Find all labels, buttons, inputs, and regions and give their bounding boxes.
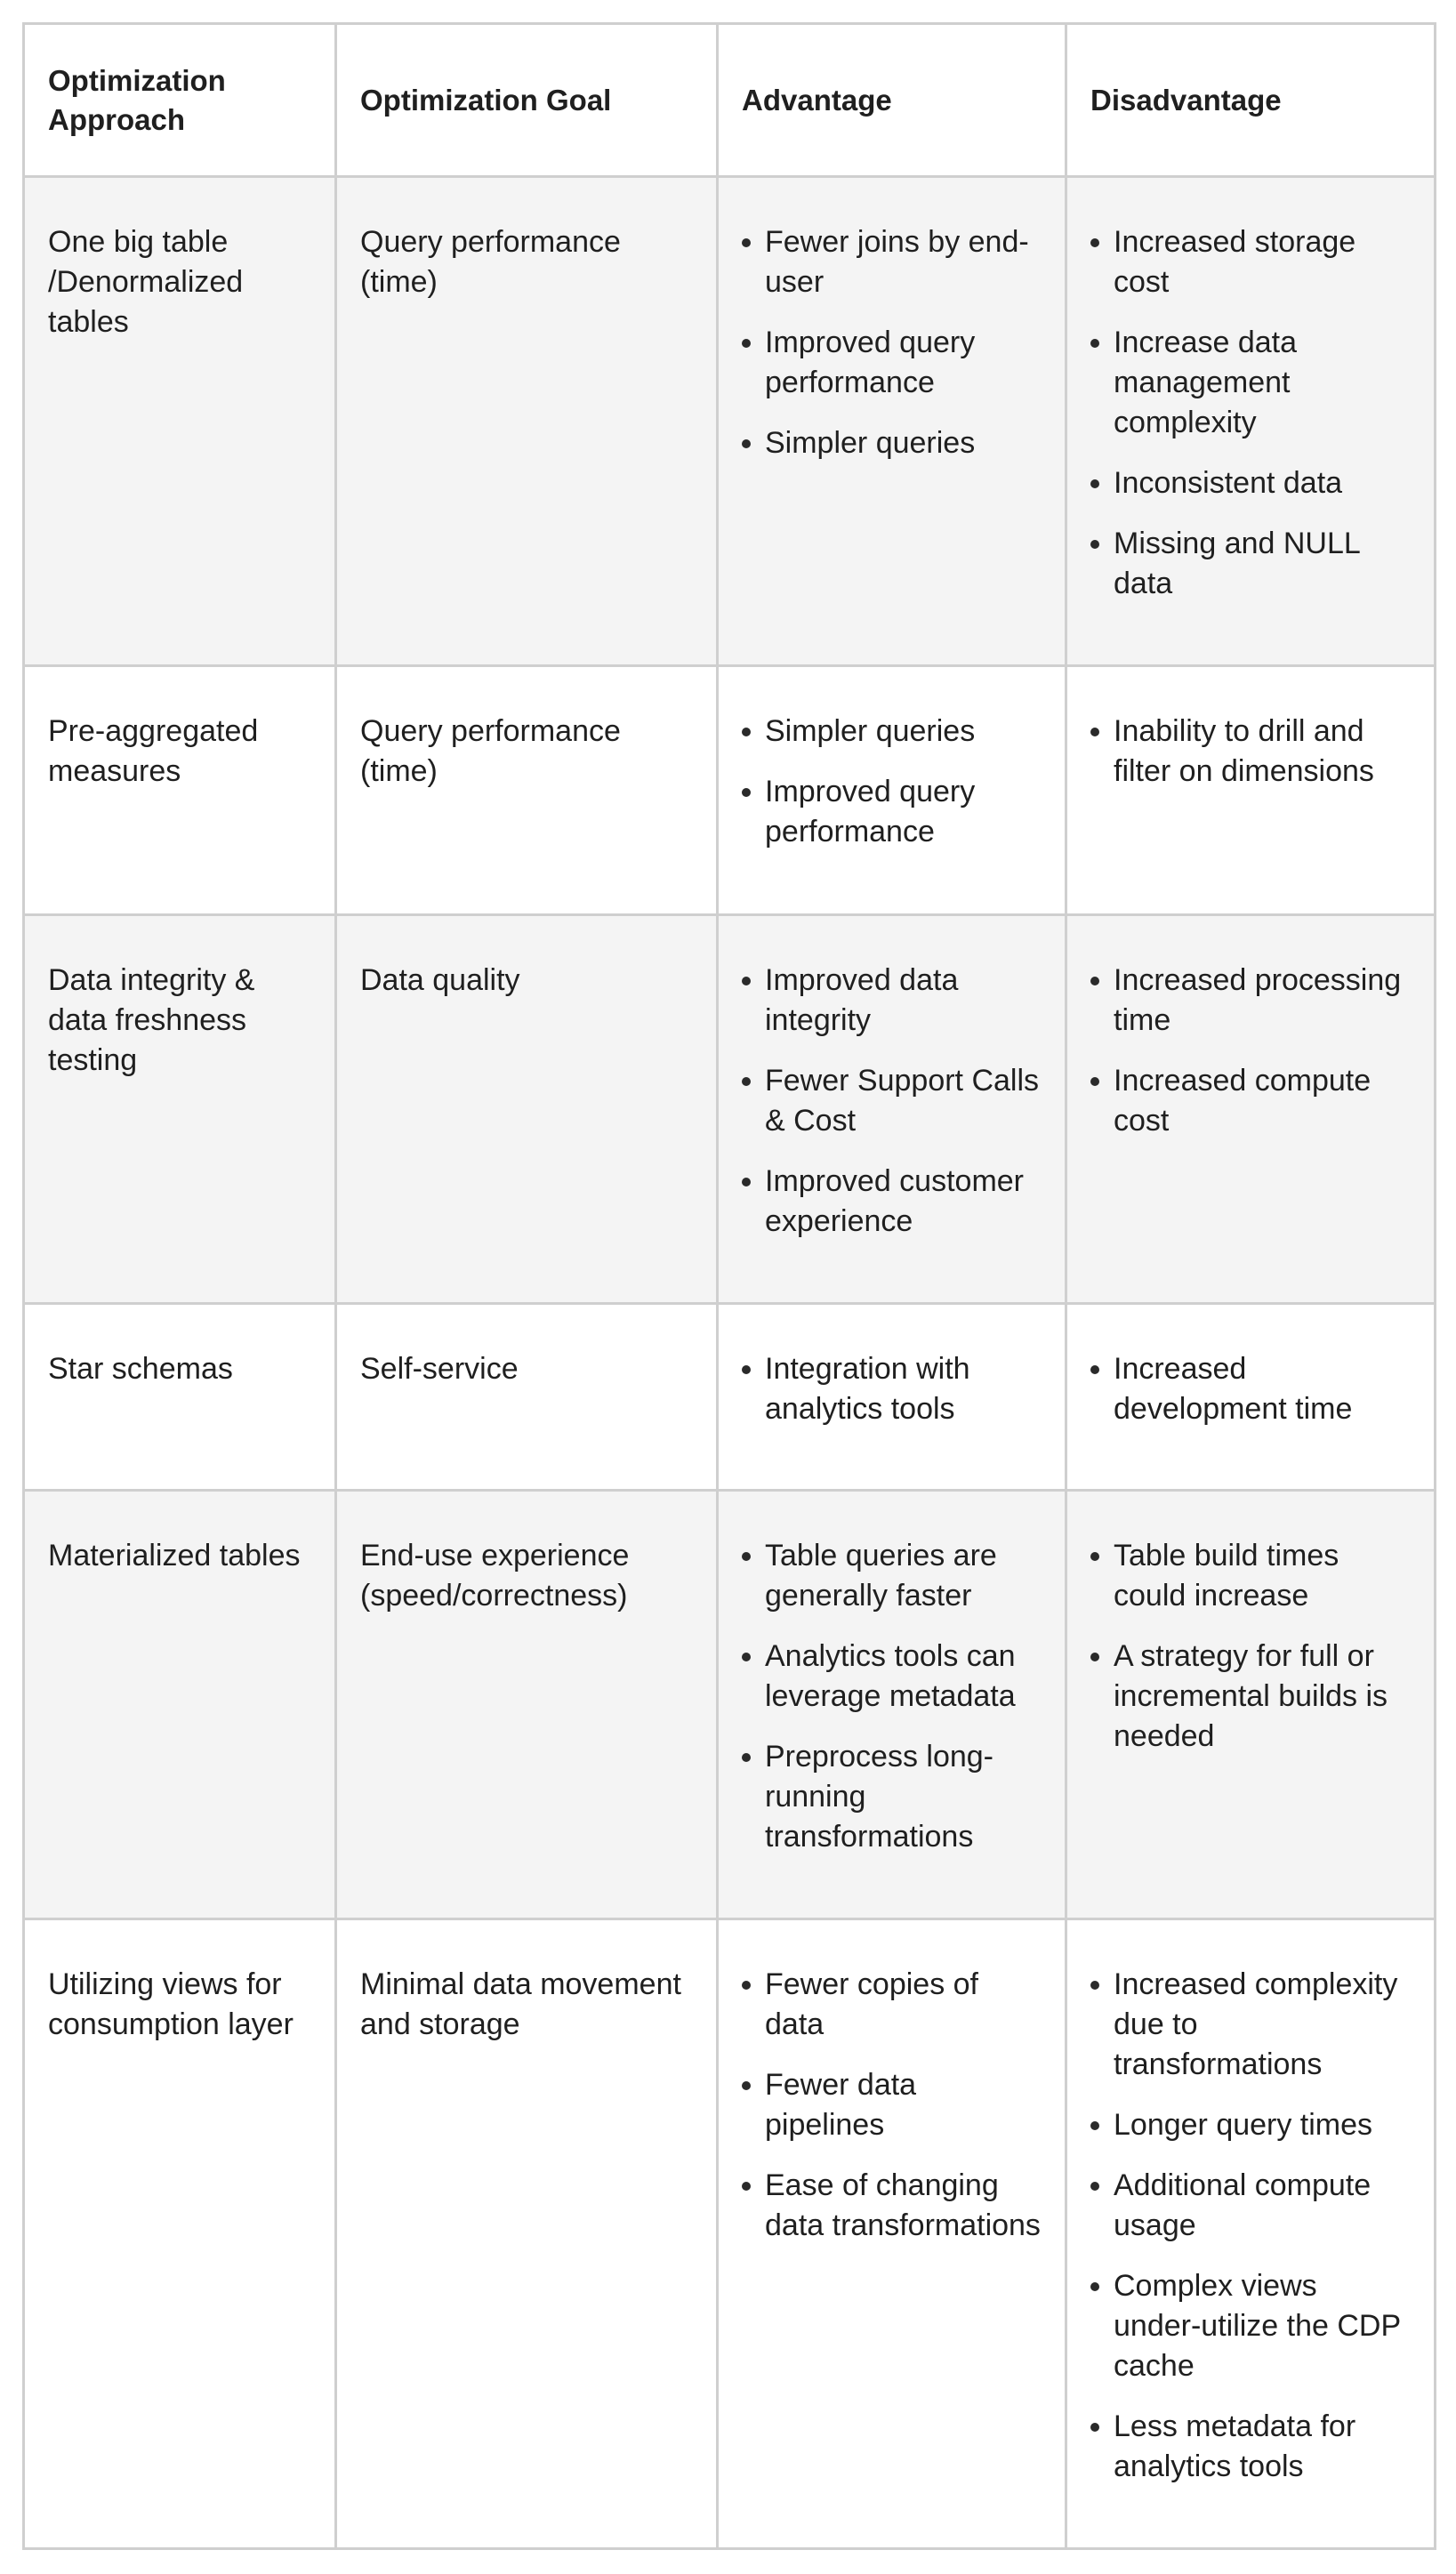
disadvantage-item (1090, 2166, 1412, 2246)
advantage-item-text: Preprocess long-running transformations (765, 1740, 994, 1854)
bullet-icon (742, 339, 751, 348)
disadvantage-item-text: A strategy for full or incremental builds is needed (1114, 1639, 1388, 1753)
disadvantage-item-text: Increased development time (1114, 1352, 1353, 1426)
disadvantage-item (1090, 2407, 1412, 2487)
disadvantage-item-text: Inability to drill and filter on dimensions (1114, 714, 1374, 788)
cell-advantages (718, 915, 1066, 1304)
advantage-item (742, 1162, 1043, 1242)
disadvantage-item-text: Missing and NULL data (1114, 527, 1360, 600)
advantage-item-text: Simpler queries (765, 426, 976, 460)
cell-approach: Star schemas (24, 1304, 336, 1491)
disadvantage-item (1090, 1349, 1412, 1429)
table-row (24, 1491, 1436, 1919)
cell-goal: Self-service (336, 1304, 718, 1491)
disadvantages-list (1090, 222, 1412, 604)
cell-disadvantages (1066, 915, 1436, 1304)
advantage-item-text: Simpler queries (765, 714, 976, 748)
bullet-icon (1090, 1365, 1099, 1374)
disadvantage-item (1090, 961, 1412, 1041)
bullet-icon (1090, 339, 1099, 348)
advantage-item-text: Fewer Support Calls & Cost (765, 1064, 1040, 1138)
bullet-icon (1090, 1981, 1099, 1990)
table-header (24, 24, 1436, 177)
bullet-icon (1090, 540, 1099, 549)
header-row (24, 24, 1436, 177)
advantage-item (742, 1965, 1043, 2045)
bullet-icon (742, 1178, 751, 1186)
advantage-item-text: Fewer copies of data (765, 1967, 978, 2041)
cell-approach: Materialized tables (24, 1491, 336, 1919)
header-advantage: Advantage (718, 24, 1066, 177)
cell-advantages (718, 1304, 1066, 1491)
advantage-item-text: Improved query performance (765, 775, 976, 849)
advantage-item (742, 423, 1043, 463)
advantage-item (742, 712, 1043, 752)
bullet-icon (742, 1552, 751, 1561)
bullet-icon (742, 1981, 751, 1990)
advantages-list (742, 1536, 1043, 1857)
cell-advantages (718, 177, 1066, 666)
cell-disadvantages (1066, 666, 1436, 915)
bullet-icon (742, 1077, 751, 1086)
cell-advantages (718, 1491, 1066, 1919)
cell-disadvantages (1066, 177, 1436, 666)
cell-disadvantages (1066, 1491, 1436, 1919)
bullet-icon (1090, 238, 1099, 247)
disadvantage-item (1090, 222, 1412, 302)
disadvantage-item (1090, 1965, 1412, 2085)
advantage-item (742, 1061, 1043, 1141)
cell-advantages (718, 666, 1066, 915)
disadvantage-item (1090, 524, 1412, 604)
disadvantage-item-text: Table build times could increase (1114, 1539, 1339, 1613)
advantage-item (742, 2166, 1043, 2246)
disadvantage-item (1090, 1536, 1412, 1616)
table-body (24, 177, 1436, 2549)
advantage-item (742, 1536, 1043, 1616)
bullet-icon (742, 728, 751, 736)
bullet-icon (1090, 1552, 1099, 1561)
disadvantage-item (1090, 712, 1412, 792)
disadvantage-item-text: Increased processing time (1114, 963, 1402, 1037)
bullet-icon (1090, 479, 1099, 488)
disadvantage-item-text: Additional compute usage (1114, 2168, 1372, 2242)
advantages-list (742, 222, 1043, 463)
advantage-item-text: Improved customer experience (765, 1164, 1024, 1238)
disadvantages-list (1090, 961, 1412, 1141)
bullet-icon (742, 1365, 751, 1374)
advantage-item-text: Fewer joins by end-user (765, 225, 1029, 299)
advantage-item (742, 1737, 1043, 1857)
bullet-icon (742, 238, 751, 247)
table-row (24, 1304, 1436, 1491)
advantage-item-text: Integration with analytics tools (765, 1352, 970, 1426)
advantage-item-text: Fewer data pipelines (765, 2068, 917, 2142)
cell-approach: Data integrity & data freshness testing (24, 915, 336, 1304)
cell-approach: Utilizing views for consumption layer (24, 1919, 336, 2549)
bullet-icon (1090, 2423, 1099, 2432)
disadvantage-item-text: Inconsistent data (1114, 466, 1343, 500)
disadvantage-item-text: Longer query times (1114, 2108, 1373, 2142)
disadvantages-list (1090, 1349, 1412, 1429)
table-row (24, 177, 1436, 666)
disadvantage-item-text: Less metadata for analytics tools (1114, 2409, 1356, 2483)
disadvantage-item (1090, 1637, 1412, 1757)
advantage-item (742, 222, 1043, 302)
optimization-comparison-table (22, 22, 1436, 2550)
cell-goal: Query performance (time) (336, 666, 718, 915)
disadvantage-item (1090, 323, 1412, 443)
table-row (24, 1919, 1436, 2549)
disadvantages-list (1090, 1965, 1412, 2487)
disadvantage-item-text: Complex views under-utilize the CDP cache (1114, 2269, 1401, 2383)
disadvantage-item (1090, 2266, 1412, 2386)
header-optimization-goal: Optimization Goal (336, 24, 718, 177)
bullet-icon (1090, 2121, 1099, 2130)
advantage-item-text: Improved data integrity (765, 963, 959, 1037)
bullet-icon (742, 1653, 751, 1661)
bullet-icon (742, 1753, 751, 1762)
bullet-icon (742, 788, 751, 797)
advantages-list (742, 712, 1043, 852)
disadvantage-item-text: Increased storage cost (1114, 225, 1356, 299)
table-row (24, 666, 1436, 915)
table-row (24, 915, 1436, 1304)
bullet-icon (1090, 1077, 1099, 1086)
cell-goal: Minimal data movement and storage (336, 1919, 718, 2549)
advantage-item (742, 323, 1043, 403)
bullet-icon (1090, 1653, 1099, 1661)
bullet-icon (1090, 728, 1099, 736)
advantages-list (742, 1349, 1043, 1429)
advantage-item (742, 1637, 1043, 1717)
cell-goal: Query performance (time) (336, 177, 718, 666)
bullet-icon (742, 2081, 751, 2090)
cell-disadvantages (1066, 1919, 1436, 2549)
comparison-table-wrapper (22, 22, 1434, 2550)
cell-disadvantages (1066, 1304, 1436, 1491)
cell-advantages (718, 1919, 1066, 2549)
cell-goal: End-use experience (speed/correctness) (336, 1491, 718, 1919)
advantage-item-text: Table queries are generally faster (765, 1539, 997, 1613)
bullet-icon (1090, 977, 1099, 985)
disadvantages-list (1090, 1536, 1412, 1757)
bullet-icon (742, 2182, 751, 2191)
advantages-list (742, 961, 1043, 1242)
bullet-icon (1090, 2182, 1099, 2191)
disadvantage-item-text: Increased compute cost (1114, 1064, 1372, 1138)
bullet-icon (742, 977, 751, 985)
cell-approach: One big table /Denormalized tables (24, 177, 336, 666)
advantage-item (742, 1349, 1043, 1429)
advantage-item-text: Analytics tools can leverage metadata (765, 1639, 1016, 1713)
disadvantage-item (1090, 463, 1412, 503)
disadvantage-item (1090, 2105, 1412, 2145)
advantage-item (742, 2065, 1043, 2145)
advantage-item-text: Improved query performance (765, 326, 976, 399)
cell-goal: Data quality (336, 915, 718, 1304)
disadvantages-list (1090, 712, 1412, 792)
bullet-icon (1090, 2282, 1099, 2291)
cell-approach: Pre-aggregated measures (24, 666, 336, 915)
advantage-item (742, 772, 1043, 852)
disadvantage-item (1090, 1061, 1412, 1141)
advantage-item (742, 961, 1043, 1041)
disadvantage-item-text: Increased complexity due to transformations (1114, 1967, 1398, 2081)
disadvantage-item-text: Increase data management complexity (1114, 326, 1298, 439)
advantage-item-text: Ease of changing data transformations (765, 2168, 1041, 2242)
header-optimization-approach: Optimization Approach (24, 24, 336, 177)
bullet-icon (742, 439, 751, 448)
header-disadvantage: Disadvantage (1066, 24, 1436, 177)
advantages-list (742, 1965, 1043, 2246)
